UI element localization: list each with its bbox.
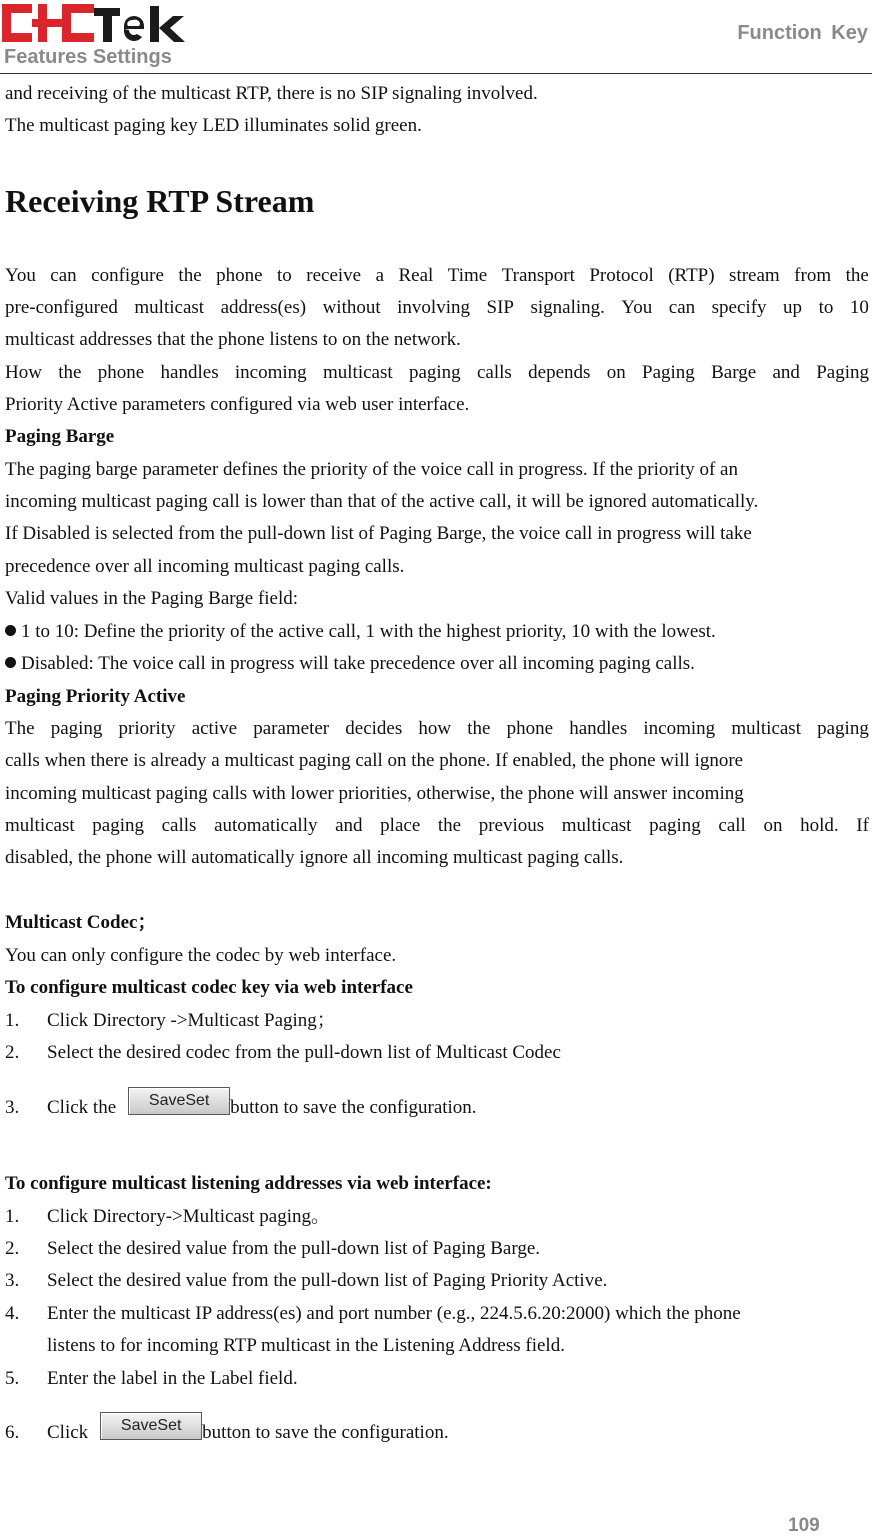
word: hold.	[800, 815, 839, 836]
barge-line-1: The paging barge parameter defines the priority of the voice call in progress. If the priority of an	[5, 459, 738, 480]
word: how	[418, 718, 452, 739]
word: specify	[711, 297, 767, 318]
priority-line-5: disabled, the phone will automatically ignore all incoming multicast paging calls.	[5, 847, 624, 868]
word: phone	[97, 362, 145, 383]
word: decides	[345, 718, 403, 739]
word: from	[794, 265, 832, 286]
bullet-icon	[5, 625, 16, 636]
priority-line-2: calls when there is already a multicast paging call on the phone. If enabled, the phone will ignore	[5, 750, 744, 771]
word: You	[5, 265, 36, 286]
para1-line-3: multicast addresses that the phone listens to on the network.	[5, 329, 461, 350]
word: multicast	[5, 815, 75, 836]
step-text: Select the desired value from the pull-down list of Paging Priority Active.	[47, 1270, 608, 1291]
word: signaling.	[530, 297, 605, 318]
word: multicast	[561, 815, 632, 836]
para1-line-1	[5, 260, 869, 292]
barge-line-5: Valid values in the Paging Barge field:	[5, 588, 299, 609]
word: automatically	[214, 815, 318, 836]
step-text: Click Directory->Multicast paging。	[47, 1206, 330, 1227]
word: call	[718, 815, 746, 836]
codec-procedure-title: To configure multicast codec key via web interface	[5, 977, 413, 998]
saveset-button[interactable]: SaveSet	[128, 1087, 230, 1115]
word: up	[783, 297, 803, 318]
word: active	[191, 718, 238, 739]
word: (RTP)	[668, 265, 715, 286]
word: Protocol	[589, 265, 654, 286]
word: to	[277, 265, 292, 286]
step-text: Click the SaveSet button to save the configuration.	[47, 1092, 477, 1124]
word: the	[437, 815, 462, 836]
word: previous	[478, 815, 545, 836]
word: paging	[649, 815, 701, 836]
word: on	[606, 362, 626, 383]
word: without	[322, 297, 381, 318]
paging-priority-title: Paging Priority Active	[5, 686, 186, 707]
word: paging	[50, 718, 103, 739]
intro-line-1: and receiving of the multicast RTP, there is no SIP signaling involved.	[5, 83, 538, 104]
word: receive	[306, 265, 362, 286]
step-text: Click SaveSet button to save the configuration.	[47, 1417, 449, 1449]
priority-line-4	[5, 810, 869, 842]
word: to	[818, 297, 834, 318]
word: can	[668, 297, 696, 318]
bullet-item: Disabled: The voice call in progress will take precedence over all incoming paging calls.	[5, 648, 695, 680]
word: depends	[528, 362, 591, 383]
step-text: Select the desired codec from the pull-down list of Multicast Codec	[47, 1042, 561, 1063]
word: Paging	[816, 362, 869, 383]
intro-line-2: The multicast paging key LED illuminates solid green.	[5, 115, 422, 136]
header-section-label: Features Settings	[4, 46, 172, 68]
saveset-button[interactable]: SaveSet	[100, 1412, 202, 1440]
header-chapter-label: Function Key	[737, 22, 868, 44]
word: Time	[447, 265, 488, 286]
word: multicast	[731, 718, 801, 739]
word: Barge	[711, 362, 757, 383]
word: a	[375, 265, 385, 286]
word: multicast	[323, 362, 393, 383]
bullet-item: 1 to 10: Define the priority of the active call, 1 with the highest priority, 10 with the lowest.	[5, 616, 716, 648]
word: calls	[161, 815, 197, 836]
page-number: 109	[788, 1515, 820, 1536]
word: stream	[729, 265, 780, 286]
word: You	[621, 297, 653, 318]
word: handles	[160, 362, 219, 383]
word: can	[50, 265, 77, 286]
listen-procedure-title: To configure multicast listening addresses via web interface:	[5, 1173, 492, 1194]
page-header	[0, 0, 872, 76]
step-number: 1.	[5, 1010, 20, 1031]
priority-line-1	[5, 713, 869, 745]
word: Paging	[642, 362, 695, 383]
step-number: 3.	[5, 1270, 20, 1291]
word: SIP	[486, 297, 514, 318]
word: and	[772, 362, 800, 383]
para2-line-1	[5, 357, 869, 389]
step-number: 4.	[5, 1303, 20, 1324]
step-number: 1.	[5, 1206, 20, 1227]
word: configure	[91, 265, 164, 286]
step-number: 2.	[5, 1042, 20, 1063]
step-number: 6.	[5, 1422, 20, 1443]
word: incoming	[234, 362, 307, 383]
word: handles	[569, 718, 628, 739]
word: Transport	[501, 265, 575, 286]
word: paging	[408, 362, 461, 383]
word: the	[467, 718, 491, 739]
word: on	[763, 815, 783, 836]
word: 10	[849, 297, 869, 318]
word: and	[335, 815, 363, 836]
priority-line-3: incoming multicast paging calls with lower priorities, otherwise, the phone will answer incoming	[5, 783, 744, 804]
multicast-codec-title: Multicast Codec；	[5, 912, 157, 933]
word: the	[178, 265, 202, 286]
header-divider	[0, 73, 872, 74]
word: priority	[118, 718, 176, 739]
word: pre-configured	[5, 297, 118, 318]
word: phone	[216, 265, 263, 286]
step-number: 2.	[5, 1238, 20, 1259]
word: involving	[397, 297, 470, 318]
word: paging	[92, 815, 144, 836]
word: the	[58, 362, 82, 383]
htek-logo	[2, 2, 192, 44]
word: Real	[398, 265, 434, 286]
barge-line-2: incoming multicast paging call is lower than that of the active call, it will be ignored automatically.	[5, 491, 759, 512]
para2-line-2: Priority Active parameters configured via web user interface.	[5, 394, 470, 415]
step-text: Enter the multicast IP address(es) and port number (e.g., 224.5.6.20:2000) which the phone	[47, 1303, 741, 1324]
step-text: Select the desired value from the pull-down list of Paging Barge.	[47, 1238, 541, 1259]
bullet-icon	[5, 657, 16, 668]
barge-line-4: precedence over all incoming multicast paging calls.	[5, 556, 405, 577]
step-number: 5.	[5, 1368, 20, 1389]
word: place	[380, 815, 421, 836]
word: incoming	[643, 718, 716, 739]
step-number: 3.	[5, 1097, 20, 1118]
word: address(es)	[220, 297, 307, 318]
section-heading: Receiving RTP Stream	[5, 183, 315, 219]
step-text-continued: listens to for incoming RTP multicast in the Listening Address field.	[47, 1335, 565, 1356]
word: The	[5, 718, 35, 739]
word: If	[856, 815, 869, 836]
word: How	[5, 362, 42, 383]
word: phone	[506, 718, 554, 739]
codec-line: You can only configure the codec by web interface.	[5, 945, 397, 966]
word: parameter	[253, 718, 330, 739]
step-text: Click Directory ->Multicast Paging；	[47, 1010, 336, 1031]
word: multicast	[134, 297, 205, 318]
barge-line-3: If Disabled is selected from the pull-down list of Paging Barge, the voice call in progress will take	[5, 523, 752, 544]
step-text: Enter the label in the Label field.	[47, 1368, 298, 1389]
para1-line-2	[5, 292, 869, 324]
word: calls	[477, 362, 512, 383]
paging-barge-title: Paging Barge	[5, 426, 115, 447]
word: paging	[817, 718, 869, 739]
word: the	[845, 265, 869, 286]
